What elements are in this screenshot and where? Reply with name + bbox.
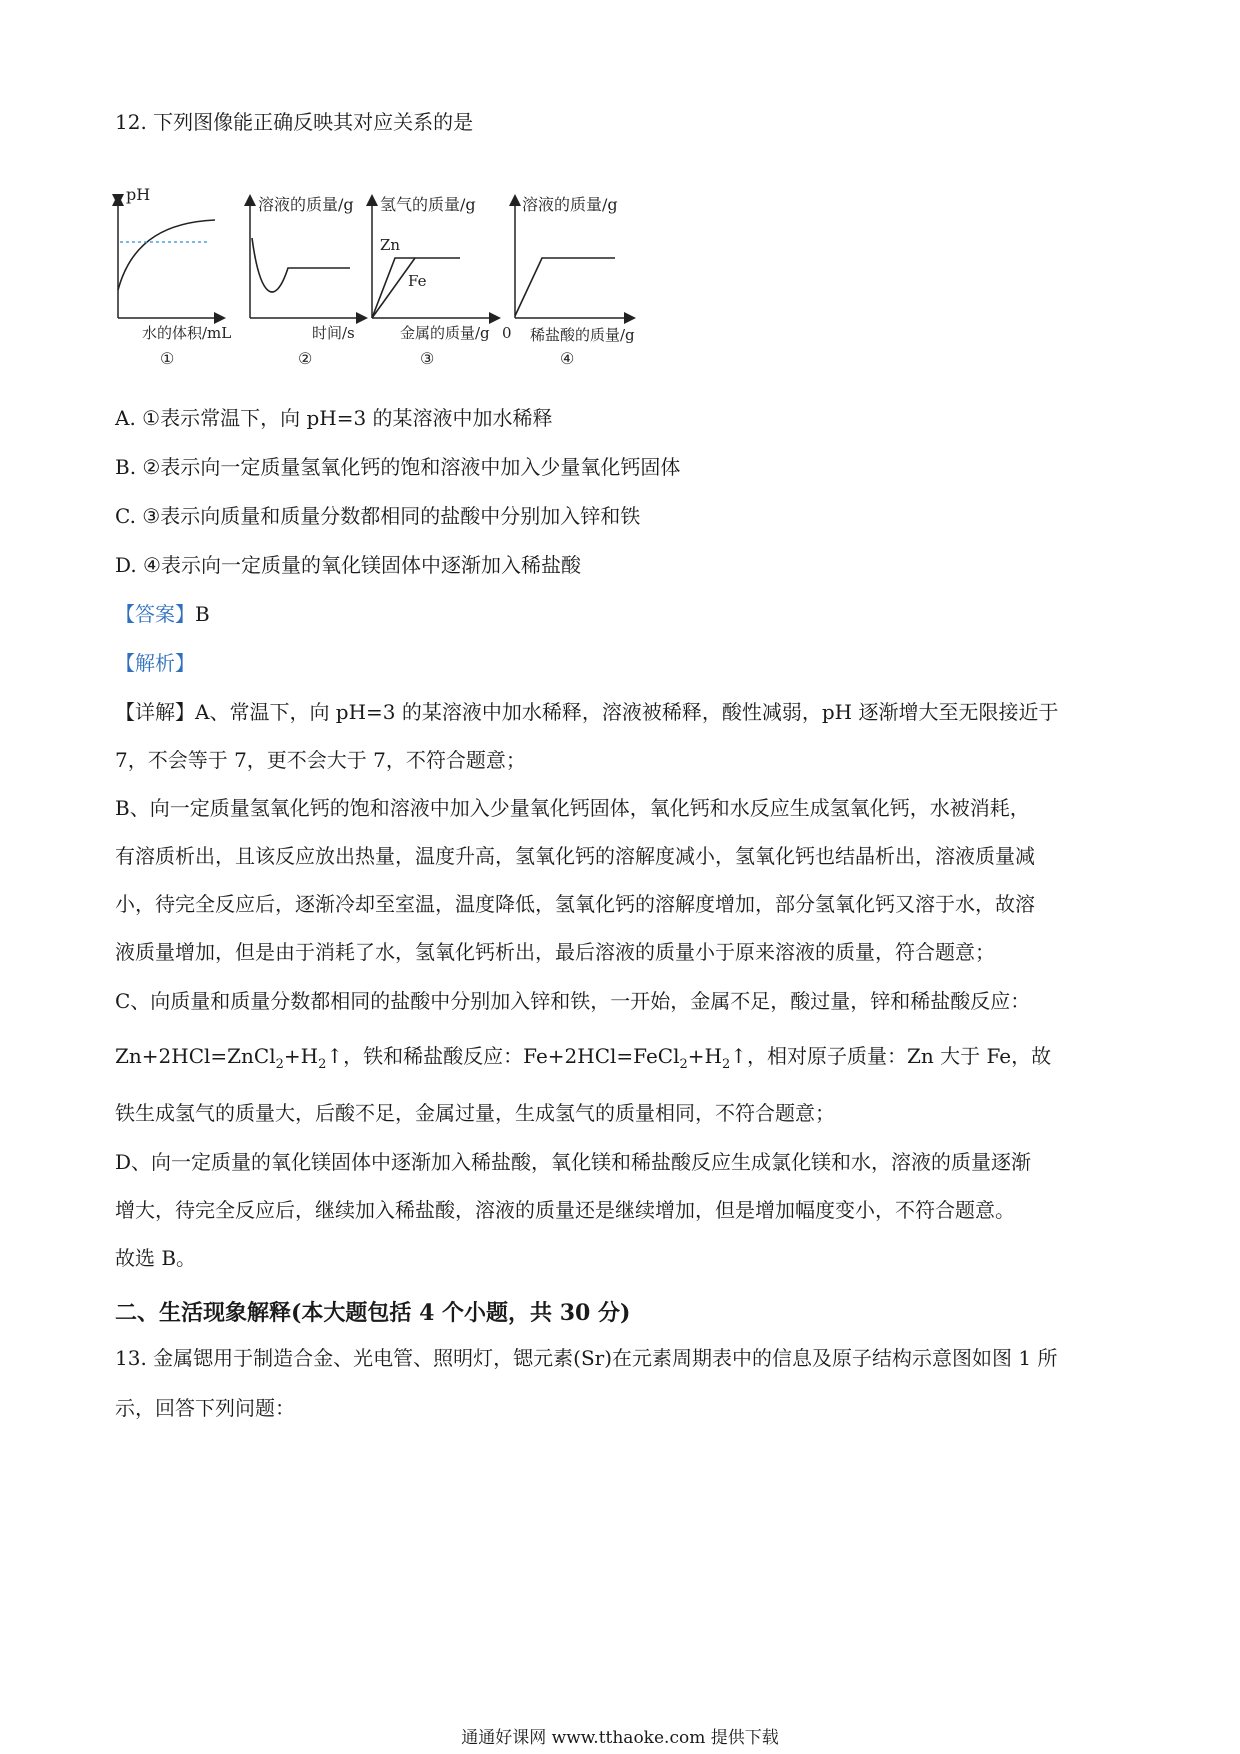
eq-sub-2: 2: [318, 1057, 327, 1072]
fig4-number: ④: [560, 349, 575, 368]
detail-text-1: A、常温下，向 pH=3 的某溶液中加水稀释，溶液被稀释，酸性减弱，pH 逐渐增大至无限接近于: [195, 700, 1059, 724]
detail-line-2: 7，不会等于 7，更不会大于 7，不符合题意；: [115, 748, 526, 772]
answer-line: [115, 598, 210, 627]
fig3-ylabel: 氢气的质量/g: [380, 195, 476, 214]
footer-source: 通通好课网 www.tthaoke.com 提供下载: [461, 1728, 779, 1748]
analysis-tag: 【解析】: [115, 651, 195, 675]
fig3-label-fe: Fe: [408, 272, 427, 290]
detail-line-3: B、向一定质量氢氧化钙的饱和溶液中加入少量氧化钙固体，氧化钙和水反应生成氢氧化钙，水被消耗，: [115, 796, 1030, 820]
eq-mid: ，铁和稀盐酸反应：: [343, 1044, 524, 1068]
fig1-ylabel: pH: [126, 185, 151, 204]
analysis-line: [115, 647, 195, 676]
fig1-number: ①: [160, 349, 175, 368]
eq-fe: Fe+2HCl=FeCl: [523, 1044, 680, 1068]
option-b: B. ②表示向一定质量氢氧化钙的饱和溶液中加入少量氧化钙固体: [115, 455, 681, 479]
question-12-stem: 12. 下列图像能正确反映其对应关系的是: [115, 110, 474, 134]
figure-strip: [110, 185, 730, 378]
figure-2: [250, 195, 362, 318]
detail-line-10: 增大，待完全反应后，继续加入稀盐酸，溶液的质量还是继续增加，但是增加幅度变小，不符合题意。: [115, 1198, 1015, 1222]
fig2-curve: [252, 238, 350, 292]
eq-sub-3: 2: [679, 1057, 688, 1072]
eq-sub-4: 2: [721, 1057, 731, 1072]
option-d: D. ④表示向一定质量的氧化镁固体中逐渐加入稀盐酸: [115, 553, 581, 577]
fig4-curve: [515, 258, 615, 316]
eq-arrow-2: ↑: [730, 1044, 748, 1068]
figure-4: [502, 195, 630, 342]
detail-line-6: 液质量增加，但是由于消耗了水，氢氧化钙析出，最后溶液的质量小于原来溶液的质量，符合题意；: [115, 940, 995, 964]
fig4-origin: 0: [502, 324, 512, 342]
eq-plus-h-2: +H: [687, 1044, 722, 1068]
figure-1: [118, 185, 220, 318]
fig3-label-zn: Zn: [380, 236, 401, 254]
eq-plus-h-1: +H: [283, 1044, 319, 1068]
fig2-number: ②: [298, 349, 313, 368]
eq-arrow-1: ↑: [326, 1044, 344, 1068]
question-13-line-2: 示，回答下列问题：: [115, 1396, 295, 1420]
option-a: A. ①表示常温下，向 pH=3 的某溶液中加水稀释: [115, 406, 553, 430]
fig4-ylabel: 溶液的质量/g: [522, 195, 618, 214]
fig3-number: ③: [420, 349, 435, 368]
detail-line-1: [115, 696, 1059, 725]
detail-line-11: 故选 B。: [115, 1246, 197, 1270]
eq-zn: Zn+2HCl=ZnCl: [115, 1044, 276, 1068]
detail-tag: 【详解】: [115, 700, 195, 724]
detail-line-9: D、向一定质量的氧化镁固体中逐渐加入稀盐酸，氧化镁和稀盐酸反应生成氯化镁和水，溶液的质量逐渐: [115, 1150, 1032, 1174]
fig2-ylabel: 溶液的质量/g: [258, 195, 354, 214]
question-12-figures: [110, 185, 730, 382]
fig1-xlabel-text: 水的体积/mL: [142, 324, 232, 342]
question-13-line-1: 13. 金属锶用于制造合金、光电管、照明灯，锶元素(Sr)在元素周期表中的信息及原子结构示意图如图 1 所: [115, 1346, 1058, 1370]
eq-tail: ，相对原子质量：Zn 大于 Fe，故: [747, 1044, 1052, 1068]
figure-3: [372, 195, 495, 318]
equation-line: [115, 1040, 1051, 1072]
option-c: C. ③表示向质量和质量分数都相同的盐酸中分别加入锌和铁: [115, 504, 641, 528]
answer-value: B: [195, 602, 210, 626]
eq-sub-1: 2: [275, 1057, 284, 1072]
answer-tag: 【答案】: [115, 602, 195, 626]
detail-line-7: C、向质量和质量分数都相同的盐酸中分别加入锌和铁，一开始，金属不足，酸过量，锌和稀盐酸反应：: [115, 989, 1031, 1013]
fig4-xlabel: 稀盐酸的质量/g: [530, 326, 635, 344]
detail-line-5: 小，待完全反应后，逐渐冷却至室温，温度降低，氢氧化钙的溶解度增加，部分氢氧化钙又溶于水，故溶: [115, 892, 1035, 916]
fig1-curve: [118, 220, 215, 290]
detail-line-8: 铁生成氢气的质量大，后酸不足，金属过量，生成氢气的质量相同，不符合题意；: [115, 1101, 835, 1125]
section-2-title: 二、生活现象解释(本大题包括 4 个小题，共 30 分): [115, 1300, 631, 1326]
detail-line-4: 有溶质析出，且该反应放出热量，温度升高，氢氧化钙的溶解度减小，氢氧化钙也结晶析出，溶液质量减: [115, 844, 1035, 868]
fig3-xlabel: 金属的质量/g: [400, 324, 490, 342]
fig2-xlabel: 时间/s: [312, 324, 355, 342]
